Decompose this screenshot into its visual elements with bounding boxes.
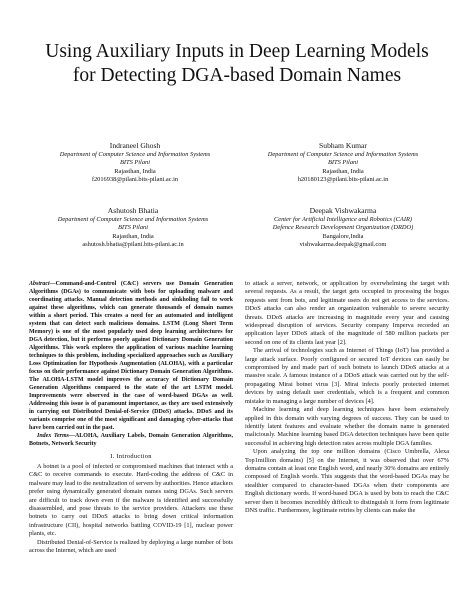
author-institution: BITS Pilani [120,159,150,167]
author-location: Bangalore,India [322,232,364,240]
index-terms-lead: Index Terms [37,433,69,439]
author-email: vishwakarma.deepak@gmail.com [299,241,387,249]
paragraph: Upon analyzing the top one million domains (Cisco Umbrella, Alexa Top1million domains) [5] on the Internet, it was observed that over 67% domains contain at least one English word, and nearly 30% domains are entirely composed of English words. This suggests that the word-based DGAs may be stealthier compared to character-based DGAs when their components are English dictionary words. If word-based DGA is used by bots to reach the C&C server then it becomes incredibly difficult to distinguish it form from legitimate DNS traffic. Furthermore, legitimate retries by clients can make the [245,448,449,514]
paragraph: The arrival of technologies such as Internet of Things (IoT) has provided a large attack surface. Poorly configured or secured IoT devices can easily be compromised by and made part of such botnets to launch DDoS attacks at a massive scale. A famous instance of a DDoS attack was carried out by the self-propagating Mirai botnet virus [3]. Mirai infects poorly protected internet devices by using default user credentials, which is a frequent and common mistake in managing a large number of devices [4]. [245,347,449,405]
title-line-2: for Detecting DGA-based Domain Names [72,65,402,86]
index-terms [29,432,233,448]
right-column [245,280,449,515]
left-column [29,280,233,555]
author-institution: BITS Pilani [328,159,358,167]
index-terms-text: —ALOHA, Auxiliary Labels, Domain Generation Algorithms, Botnets, Network Security [29,433,234,447]
author-block-vishwakarma [228,206,458,250]
author-institution: Defence Research Development Organization (DRDO) [272,224,414,232]
abstract-text: —Command-and-Control (C&C) servers use Domain Generation Algorithms (DGAs) to communicate with bots for uploading malware and coordinating attacks. Manual detection methods and sinkholing fail to work against these algorithms, which can generate thousands of domain names within a short period. This creates a need for an automated and intelligent system that can detect such malicious domains. LSTM (Long Short Term Memory) is one of the most popularly used deep learning architectures for DGA detection, but it performs poorly against Dictionary Domain Generation Algorithms. This work explores the application of various machine learning techniques to this problem, including specialized approaches such as Auxiliary Loss Optimization for Hypothesis Augmentation (ALOHA), with a particular focus on their performance against Dictionary Domain Generation Algorithms. The ALOHA-LSTM model improves the accuracy of Dictionary Domain Generation Algorithms compared to the state of the art LSTM model. Improvements were observed in the case of word-based DGAs as well. Addressing this issue is of paramount importance, as they are used extensively in carrying out Distributed Denial-of-Service (DDoS) attacks. DDoS and its variants comprise one of the most significant and damaging cyber-attacks that have been carried out in the past. [29,281,233,431]
paragraph: Machine learning and deep learning techniques have been extensively applied in this domain with varying degrees of success. They can be used to identify latent features and evaluate whether the domain name is generated maliciously. Machine learning based DGA detection techniques have been quite successful in achieving high detection rates across multiple DGA families. [245,406,449,447]
paragraph: A botnet is a pool of infected or compromised machines that interact with a C&C to receive commands to execute. Hard-coding the address of C&C in malware may lead to the neutralization of servers by authorities. Hence attackers prefer using dynamically generated domain names using DGAs. Such servers are difficult to track down even if the malware is identified and successfully disassembled, and pose threats to the service providers. Attackers use these botnets to carry out DDoS attacks to bring down critical information infrastructure (CII), hospital networks battling COVID-19 [1], nuclear power plants, etc. [29,463,233,538]
paper-title [20,40,454,88]
paragraph: to attack a server, network, or application by overwhelming the target with several requests. As a result, the target gets occupied in processing the bogus requests sent from bots, and legitimate users do not get access to the services. DDoS attacks can also render an organization vulnerable to severe security threats. DDoS attacks are increasing in magnitude every year and causing widespread disruption of services. Security company Imperva recorded an application layer DDoS attack of the magnitude of 580 million packets per second on one of its clients last year [2]. [245,280,449,346]
author-block-ghosh [40,141,230,185]
author-name: Deepak Vishwakarma [309,206,377,215]
author-name: Indraneel Ghosh [109,141,161,150]
section-heading-introduction: I. Introduction [110,453,152,460]
author-block-bhatia [28,206,238,250]
author-name: Subham Kumar [319,141,367,150]
author-name: Ashutosh Bhatia [107,206,159,215]
author-email: h20180123@pilani.bits-pilani.ac.in [297,176,389,184]
author-institution: BITS Pilani [118,224,148,232]
author-location: Rajasthan, India [114,167,156,175]
author-email: f2016938@pilani.bits-pilani.ac.in [91,176,179,184]
title-line-1: Using Auxiliary Inputs in Deep Learning Models [45,41,429,62]
author-department: Department of Computer Science and Information Systems [59,151,211,158]
author-email: ashutosh.bhatia@pilani.bits-pilani.ac.in [82,241,184,249]
author-department: Center for Artificial Intelligence and Robotics (CAIR) [274,216,412,223]
author-location: Rajasthan, India [322,167,364,175]
author-department: Department of Computer Science and Information Systems [57,216,209,223]
abstract [29,280,233,432]
paragraph: Distributed Denial-of-Service is realized by deploying a large number of bots across the Internet, which are used [29,538,233,555]
author-block-kumar [248,141,438,185]
author-location: Rajasthan, India [112,232,154,240]
abstract-lead: Abstract [29,281,50,287]
author-department: Department of Computer Science and Information Systems [267,151,419,158]
